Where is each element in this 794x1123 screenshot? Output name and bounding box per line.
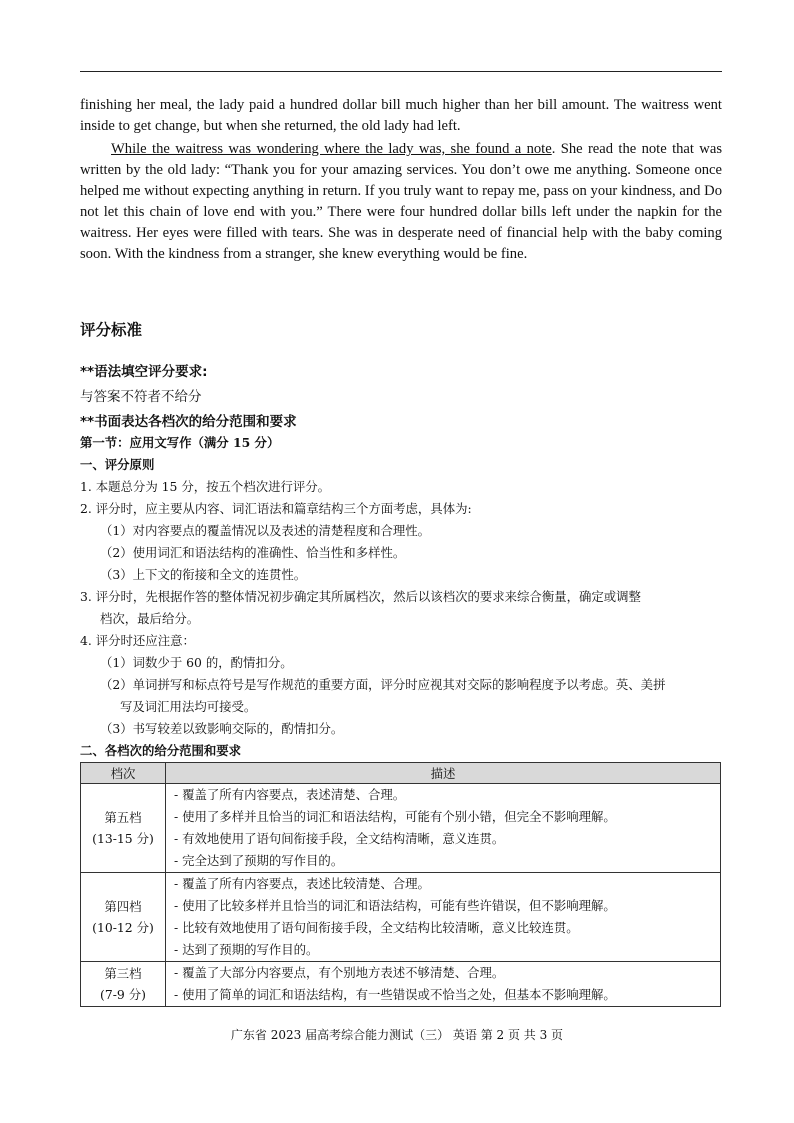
description-line: - 达到了预期的写作目的。 bbox=[174, 942, 319, 957]
page-footer: 广东省 2023 届高考综合能力测试（三） 英语 第 2 页 共 3 页 bbox=[230, 1028, 564, 1042]
grading-table bbox=[80, 762, 721, 1007]
story-paragraph-2-rest: . She read the note that was written by the old lady: “Thank you for your amazing services. You don’t owe me anything. Someone once helped me without expecting anything in return. If you truly want to repay me, pass on your kindness, and Do not let this chain of love end with you.” There were four hundred dollar bills left under the napkin for the waitress. Her eyes were filled with tears. She was in desperate need of financial help with the baby coming soon. With the kindness from a stranger, she knew everything would be fine. bbox=[80, 141, 722, 262]
level-range: (10-12 分) bbox=[92, 920, 154, 935]
story-text bbox=[80, 95, 722, 265]
column-header-description: 描述 bbox=[166, 763, 721, 784]
grammar-heading: **语法填空评分要求: bbox=[80, 364, 208, 380]
column-header-level: 档次 bbox=[81, 763, 166, 784]
rule-item: 1. 本题总分为 15 分，按五个档次进行评分。 bbox=[80, 479, 331, 494]
rule-item-continued: 档次，最后给分。 bbox=[100, 611, 200, 626]
table-row bbox=[81, 784, 721, 873]
story-paragraph-2 bbox=[80, 139, 722, 265]
header-rule bbox=[80, 71, 722, 72]
rule-item: 3. 评分时，先根据作答的整体情况初步确定其所属档次，然后以该档次的要求来综合衡量，确定或调整 bbox=[80, 589, 641, 604]
rule-subitem-continued: 写及词汇用法均可接受。 bbox=[120, 699, 257, 714]
description-line: - 完全达到了预期的写作目的。 bbox=[174, 853, 344, 868]
writing-heading: **书面表达各档次的给分范围和要求 bbox=[80, 414, 297, 430]
rule-subitem: （3）上下文的衔接和全文的连贯性。 bbox=[100, 567, 307, 582]
rule-item: 2. 评分时，应主要从内容、词汇语法和篇章结构三个方面考虑，具体为: bbox=[80, 501, 472, 516]
rule-subitem: （1）对内容要点的覆盖情况以及表述的清楚程度和合理性。 bbox=[100, 523, 431, 538]
level-cell bbox=[81, 962, 166, 1007]
description-line: - 覆盖了所有内容要点，表述清楚、合理。 bbox=[174, 787, 406, 802]
rule-subitem: （2）单词拼写和标点符号是写作规范的重要方面，评分时应视其对交际的影响程度予以考虑。英、美拼 bbox=[100, 677, 666, 692]
description-cell bbox=[166, 873, 721, 962]
description-line: - 比较有效地使用了语句间衔接手段，全文结构比较清晰，意义比较连贯。 bbox=[174, 920, 579, 935]
rule-subitem: （1）词数少于 60 的，酌情扣分。 bbox=[100, 655, 293, 670]
rule-subitem: （2）使用词汇和语法结构的准确性、恰当性和多样性。 bbox=[100, 545, 406, 560]
description-line: - 使用了简单的词汇和语法结构，有一些错误或不恰当之处，但基本不影响理解。 bbox=[174, 987, 616, 1002]
description-line: - 有效地使用了语句间衔接手段，全文结构清晰，意义连贯。 bbox=[174, 831, 505, 846]
story-paragraph-1: finishing her meal, the lady paid a hundred dollar bill much higher than her bill amount. The waitress went inside to get change, but when she returned, the old lady had left. bbox=[80, 97, 722, 134]
description-line: - 覆盖了大部分内容要点，有个别地方表述不够清楚、合理。 bbox=[174, 965, 505, 980]
scoring-title: 评分标准 bbox=[80, 321, 143, 339]
underlined-sentence: While the waitress was wondering where the lady was, she found a note bbox=[111, 141, 552, 157]
level-name: 第五档 bbox=[104, 810, 142, 825]
section1-title: 第一节：应用文写作（满分 15 分） bbox=[80, 435, 280, 450]
ranges-heading: 二、各档次的给分范围和要求 bbox=[80, 743, 242, 758]
rule-subitem: （3）书写较差以致影响交际的，酌情扣分。 bbox=[100, 721, 344, 736]
level-name: 第三档 bbox=[104, 966, 142, 981]
description-cell bbox=[166, 962, 721, 1007]
principles-heading: 一、评分原则 bbox=[80, 457, 155, 472]
grammar-rule: 与答案不符者不给分 bbox=[80, 389, 202, 405]
description-line: - 使用了比较多样并且恰当的词汇和语法结构，可能有些许错误，但不影响理解。 bbox=[174, 898, 616, 913]
rule-item: 4. 评分时还应注意： bbox=[80, 633, 195, 648]
level-name: 第四档 bbox=[104, 899, 142, 914]
description-line: - 使用了多样并且恰当的词汇和语法结构，可能有个别小错，但完全不影响理解。 bbox=[174, 809, 616, 824]
table-row bbox=[81, 962, 721, 1007]
table-row bbox=[81, 873, 721, 962]
description-cell bbox=[166, 784, 721, 873]
level-cell bbox=[81, 873, 166, 962]
level-cell bbox=[81, 784, 166, 873]
description-line: - 覆盖了所有内容要点，表述比较清楚、合理。 bbox=[174, 876, 430, 891]
level-range: (7-9 分) bbox=[100, 987, 146, 1002]
level-range: (13-15 分) bbox=[92, 831, 154, 846]
table-header-row bbox=[81, 763, 721, 784]
